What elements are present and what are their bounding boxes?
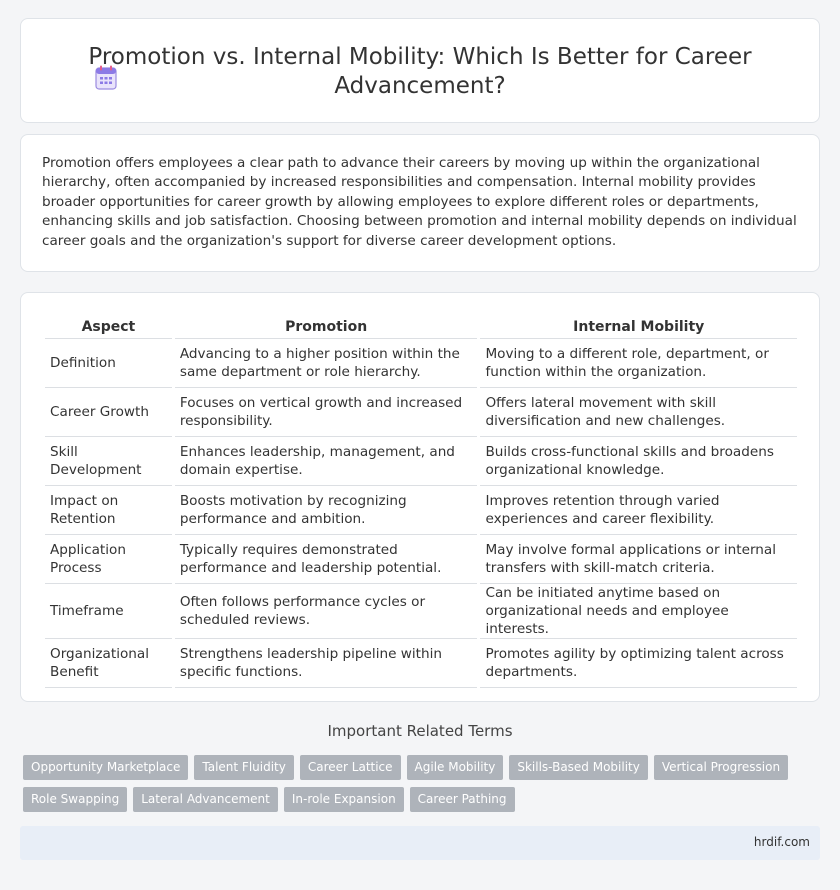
related-term-tag[interactable]: Lateral Advancement: [133, 787, 278, 812]
related-term-tag[interactable]: Career Pathing: [410, 787, 515, 812]
row-aspect: Career Growth: [45, 388, 172, 437]
table-row: [45, 535, 797, 584]
table-row: [45, 339, 797, 388]
page-title: Promotion vs. Internal Mobility: Which Is Better for Career Advancement?: [88, 44, 752, 99]
comparison-card: [20, 292, 820, 702]
row-internal-mobility: Offers lateral movement with skill diversification and new challenges.: [480, 388, 797, 437]
row-aspect: Definition: [45, 339, 172, 388]
row-promotion: Typically requires demonstrated performance and leadership potential.: [175, 535, 478, 584]
title-card: [20, 18, 820, 123]
row-aspect: Application Process: [45, 535, 172, 584]
related-term-tag[interactable]: Career Lattice: [300, 755, 401, 780]
intro-card: [20, 134, 820, 272]
row-promotion: Often follows performance cycles or scheduled reviews.: [175, 584, 478, 639]
related-term-tag[interactable]: Talent Fluidity: [194, 755, 293, 780]
row-promotion: Boosts motivation by recognizing performance and ambition.: [175, 486, 478, 535]
header-aspect: Aspect: [45, 313, 172, 339]
row-aspect: Timeframe: [45, 584, 172, 639]
row-internal-mobility: Promotes agility by optimizing talent across departments.: [480, 639, 797, 688]
table-row: [45, 486, 797, 535]
related-term-tag[interactable]: Skills-Based Mobility: [509, 755, 648, 780]
related-terms-list: [23, 755, 803, 812]
related-term-tag[interactable]: Opportunity Marketplace: [23, 755, 188, 780]
row-aspect: Impact on Retention: [45, 486, 172, 535]
row-promotion: Strengthens leadership pipeline within specific functions.: [175, 639, 478, 688]
table-header-row: [45, 313, 797, 339]
row-promotion: Enhances leadership, management, and domain expertise.: [175, 437, 478, 486]
related-term-tag[interactable]: Vertical Progression: [654, 755, 788, 780]
row-promotion: Advancing to a higher position within the same department or role hierarchy.: [175, 339, 478, 388]
table-row: [45, 639, 797, 688]
comparison-table: [42, 313, 800, 688]
intro-paragraph: Promotion offers employees a clear path to advance their careers by moving up within the organizational hierarchy, often accompanied by increased responsibilities and compensation. Internal mobility provides broader opportunities for career growth by allowing employees to explore different roles or departments, enhancing skills and job satisfaction. Choosing between promotion and internal mobility depends on individual career goals and the organization's support for diverse career development options.: [42, 155, 797, 249]
row-internal-mobility: Improves retention through varied experiences and career flexibility.: [480, 486, 797, 535]
row-internal-mobility: Can be initiated anytime based on organizational needs and employee interests.: [480, 584, 797, 639]
related-term-tag[interactable]: Role Swapping: [23, 787, 127, 812]
table-row: [45, 584, 797, 639]
row-aspect: Skill Development: [45, 437, 172, 486]
header-promotion: Promotion: [175, 313, 478, 339]
related-term-tag[interactable]: In-role Expansion: [284, 787, 404, 812]
row-aspect: Organizational Benefit: [45, 639, 172, 688]
related-term-tag[interactable]: Agile Mobility: [407, 755, 504, 780]
row-internal-mobility: Builds cross-functional skills and broadens organizational knowledge.: [480, 437, 797, 486]
table-row: [45, 388, 797, 437]
header-internal-mobility: Internal Mobility: [480, 313, 797, 339]
row-promotion: Focuses on vertical growth and increased responsibility.: [175, 388, 478, 437]
footer-site-link[interactable]: hrdif.com: [753, 835, 810, 849]
table-row: [45, 437, 797, 486]
row-internal-mobility: Moving to a different role, department, or function within the organization.: [480, 339, 797, 388]
related-terms-heading: Important Related Terms: [327, 722, 513, 740]
footer-bar: [20, 826, 820, 860]
row-internal-mobility: May involve formal applications or internal transfers with skill-match criteria.: [480, 535, 797, 584]
